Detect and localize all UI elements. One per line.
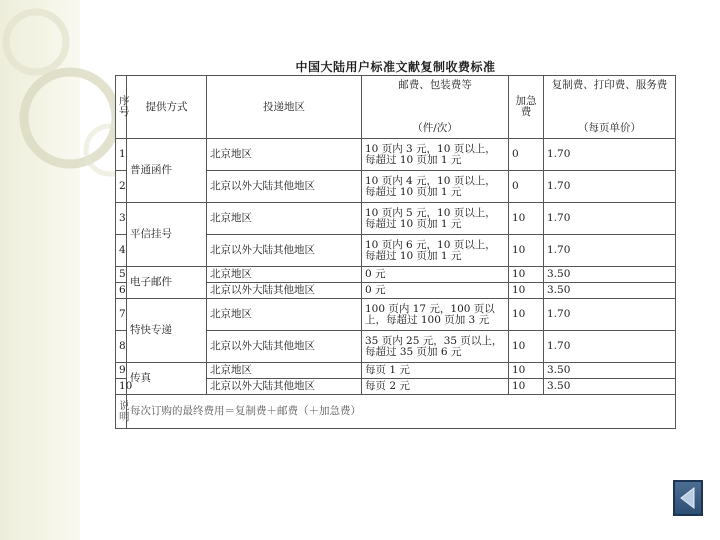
- header-urgent: 加急费: [509, 76, 544, 139]
- header-postage-unit: （件/次）: [412, 122, 458, 134]
- postage-cell: 每页 2 元: [362, 379, 509, 395]
- urgent-cell: 10: [509, 331, 544, 363]
- method-cell: 电子邮件: [127, 267, 207, 299]
- header-copy-fee: [544, 76, 676, 139]
- seq-cell: 10: [116, 379, 127, 395]
- region-cell: 北京地区: [207, 299, 362, 331]
- postage-cell: 10 页内 4 元，10 页以上，每超过 10 页加 1 元: [362, 171, 509, 203]
- price-cell: 1.70: [544, 235, 676, 267]
- table-row: [116, 139, 676, 171]
- seq-cell: 9: [116, 363, 127, 379]
- region-cell: 北京以外大陆其他地区: [207, 235, 362, 267]
- seq-cell: 4: [116, 235, 127, 267]
- region-cell: 北京以外大陆其他地区: [207, 171, 362, 203]
- price-cell: 1.70: [544, 331, 676, 363]
- footer-row: [116, 395, 676, 429]
- postage-cell: 0 元: [362, 283, 509, 299]
- postage-cell: 10 页内 3 元，10 页以上，每超过 10 页加 1 元: [362, 139, 509, 171]
- footer-label: 说明: [116, 395, 127, 429]
- previous-slide-button[interactable]: [673, 480, 703, 516]
- header-copy-fee-unit: （每页单价）: [578, 122, 641, 134]
- postage-cell: 100 页内 17 元，100 页以上，每超过 100 页加 3 元: [362, 299, 509, 331]
- seq-cell: 5: [116, 267, 127, 283]
- seq-cell: 7: [116, 299, 127, 331]
- urgent-cell: 10: [509, 267, 544, 283]
- seq-cell: 1: [116, 139, 127, 171]
- seq-cell: 6: [116, 283, 127, 299]
- header-row: [116, 76, 676, 139]
- urgent-cell: 10: [509, 283, 544, 299]
- price-cell: 1.70: [544, 171, 676, 203]
- postage-cell: 每页 1 元: [362, 363, 509, 379]
- urgent-cell: 10: [509, 203, 544, 235]
- urgent-cell: 10: [509, 299, 544, 331]
- price-cell: 1.70: [544, 139, 676, 171]
- header-region: 投递地区: [207, 76, 362, 139]
- header-copy-fee-label: 复制费、打印费、服务费: [551, 79, 668, 91]
- price-cell: 3.50: [544, 379, 676, 395]
- header-seq: 序号: [116, 76, 127, 139]
- header-method: 提供方式: [127, 76, 207, 139]
- urgent-cell: 10: [509, 379, 544, 395]
- price-cell: 3.50: [544, 267, 676, 283]
- table-row: [116, 299, 676, 331]
- postage-cell: 10 页内 6 元，10 页以上，每超过 10 页加 1 元: [362, 235, 509, 267]
- method-cell: 普通函件: [127, 139, 207, 203]
- urgent-cell: 10: [509, 235, 544, 267]
- region-cell: 北京以外大陆其他地区: [207, 379, 362, 395]
- postage-cell: 10 页内 5 元，10 页以上，每超过 10 页加 1 元: [362, 203, 509, 235]
- price-cell: 3.50: [544, 363, 676, 379]
- fee-table: [115, 75, 676, 429]
- urgent-cell: 0: [509, 171, 544, 203]
- postage-cell: 0 元: [362, 267, 509, 283]
- seq-cell: 2: [116, 171, 127, 203]
- seq-cell: 8: [116, 331, 127, 363]
- method-cell: 传真: [127, 363, 207, 395]
- table-row: [116, 363, 676, 379]
- region-cell: 北京以外大陆其他地区: [207, 331, 362, 363]
- document-title: 中国大陆用户标准文献复制收费标准: [295, 60, 496, 74]
- region-cell: 北京地区: [207, 203, 362, 235]
- method-cell: 特快专递: [127, 299, 207, 363]
- region-cell: 北京地区: [207, 363, 362, 379]
- region-cell: 北京地区: [207, 267, 362, 283]
- table-row: [116, 267, 676, 283]
- price-cell: 1.70: [544, 299, 676, 331]
- region-cell: 北京地区: [207, 139, 362, 171]
- previous-slide-icon: [678, 486, 698, 510]
- header-postage: [362, 76, 509, 139]
- method-cell: 平信挂号: [127, 203, 207, 267]
- urgent-cell: 10: [509, 363, 544, 379]
- header-postage-label: 邮费、包装费等: [398, 79, 472, 91]
- region-cell: 北京以外大陆其他地区: [207, 283, 362, 299]
- price-cell: 3.50: [544, 283, 676, 299]
- seq-cell: 3: [116, 203, 127, 235]
- postage-cell: 35 页内 25 元，35 页以上，每超过 35 页加 6 元: [362, 331, 509, 363]
- urgent-cell: 0: [509, 139, 544, 171]
- footer-text: 每次订购的最终费用＝复制费＋邮费（＋加急费）: [127, 395, 676, 429]
- table-row: [116, 203, 676, 235]
- price-cell: 1.70: [544, 203, 676, 235]
